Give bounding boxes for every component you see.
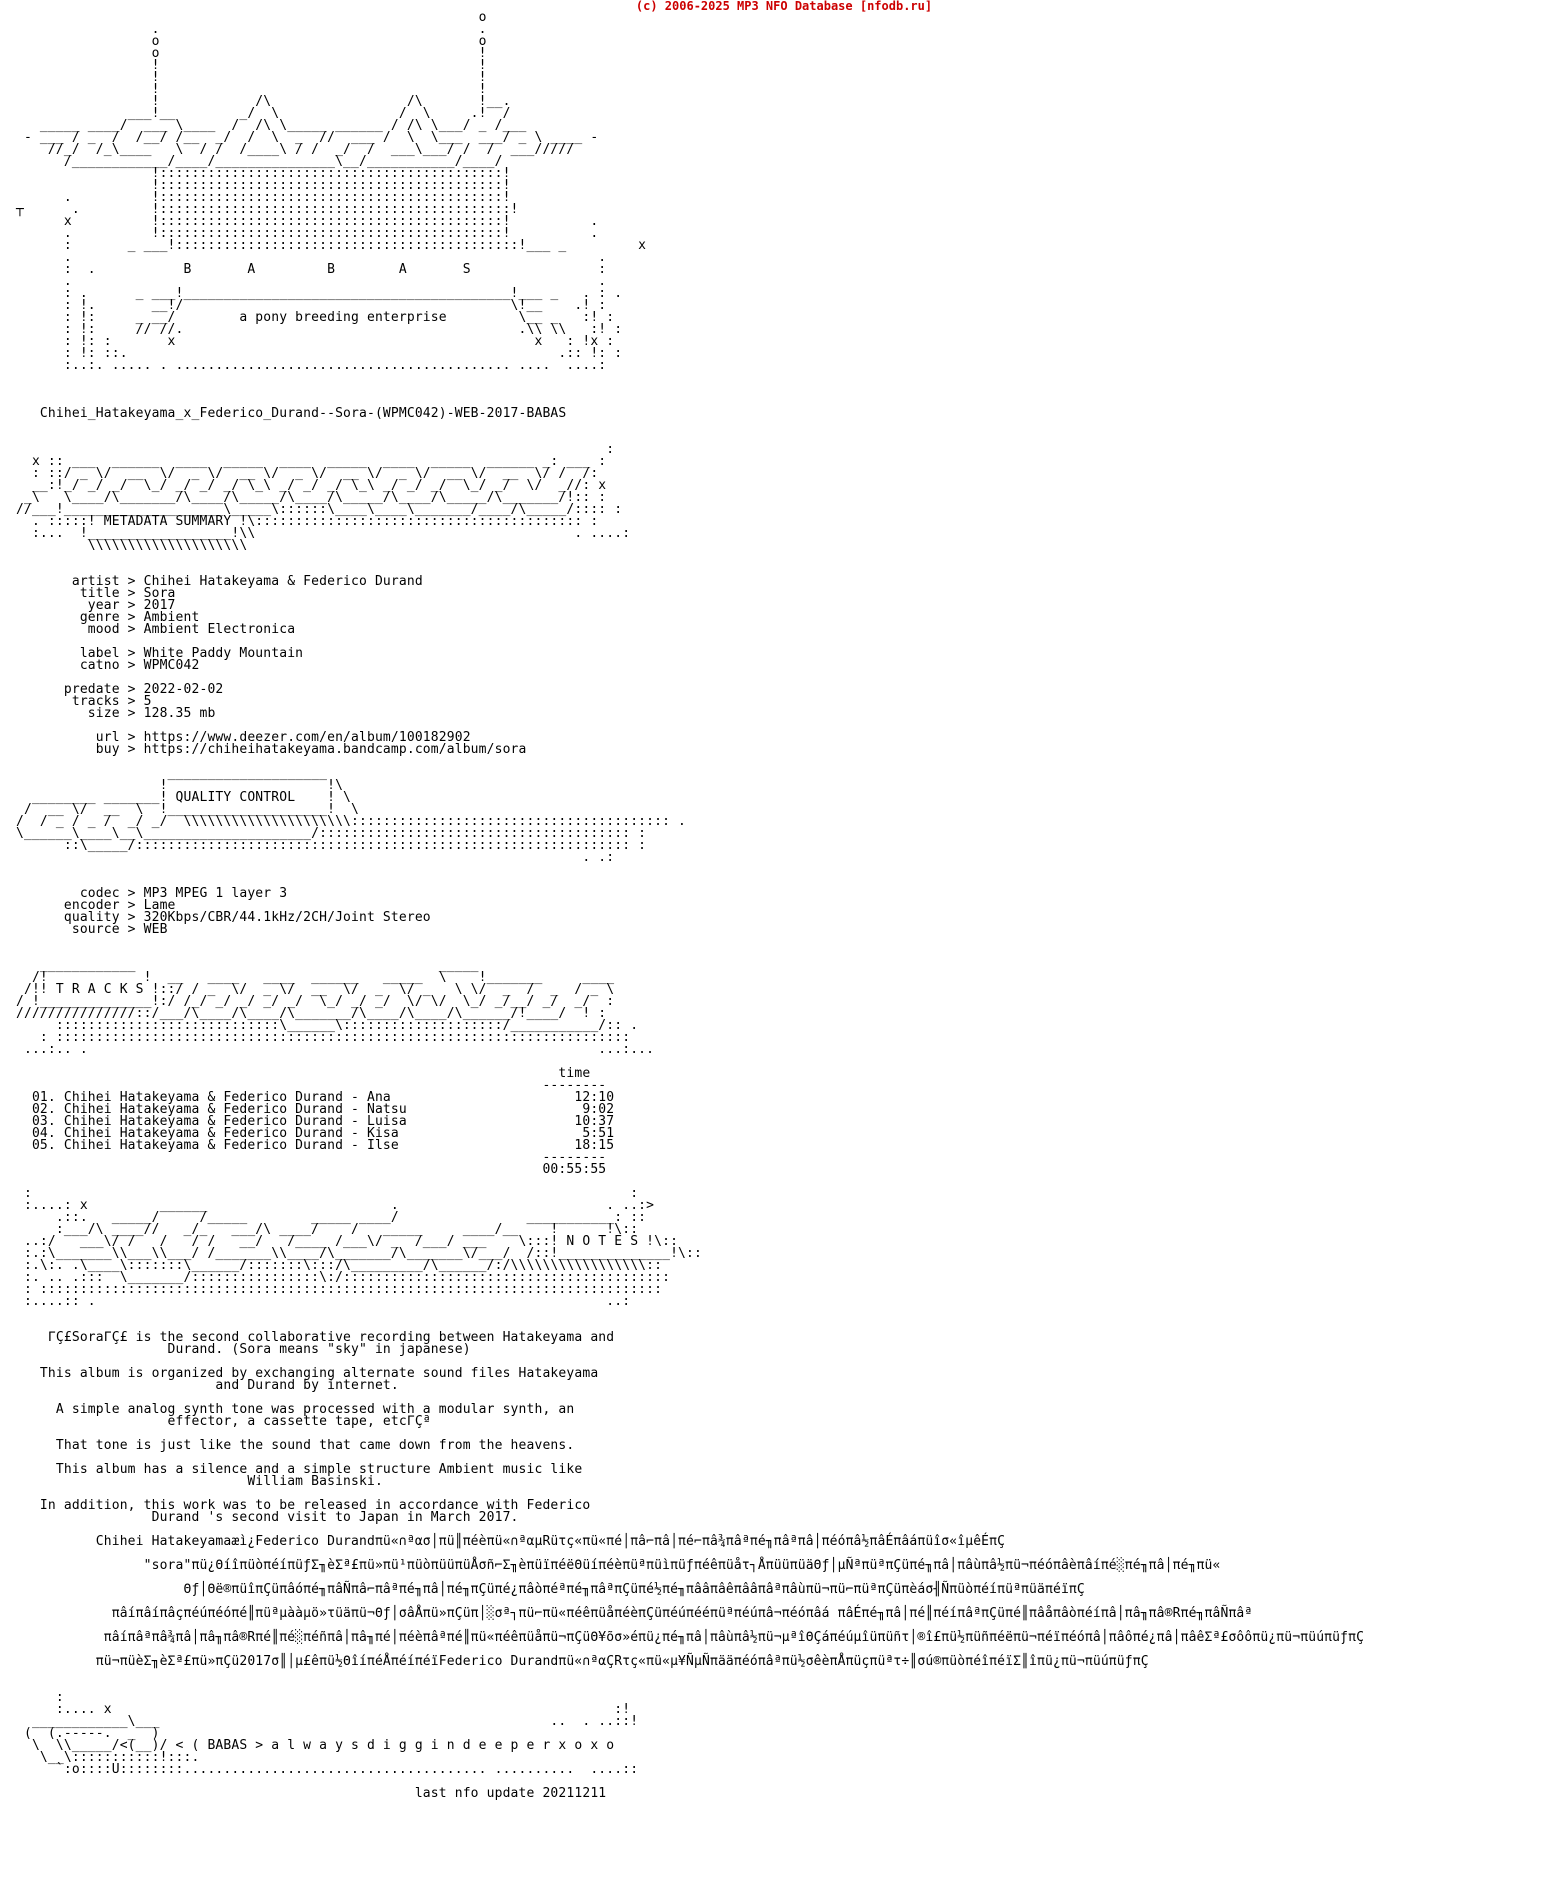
copyright-banner: (c) 2006-2025 MP3 NFO Database [nfodb.ru] <box>635 0 933 13</box>
nfo-text: o . . o o o ! ! ! ! ! ! ! ! /\ /\ !__. ___!__ _/ \ / \ .! / _____ ____/ ___ \____ / /\ \_____ ______ / /\ \___/ _ /___ - ___ / _ / /__/ /__ _/ / \ _ // ___ / \ \___ ___/ _ \ ____ - //_/ /_\____ \ / / /____\ / / _/ / ___\___/ / / ___///// /____________/____/_______________\__/___________/____/ !:::::::::::::::::::::::::::::::::::::::::::! !:::::::::::::::::::::::::::::::::::::::::::! . !:::::::::::::::::::::::::::::::::::::::::::! ┬ . !::::::::::::::::::::::::::::::::::::::::::::! x !:::::::::::::::::::::::::::::::::::::::::::! . . !:::::::::::::::::::::::::::::::::::::::::::! . : _ ___!:::::::::::::::::::::::::::::::::::::::::::!___ _ x . . : . B A B A S : . . : . _ ___!_________________________________________!___ _ . : . : !. __!/ \!__ .! : : !: _ __/ a pony breeding enterprise \__ _ :! : : !: // //. .\\ \\ :! : : !: : x x : !x : : !: ::. .:: !: : :..:. ..... . .......................................... .... ....: Chihei_Hatakeyama_x_Federico_Durand--Sora-(WPMC042)-WEB-2017-BABAS : x :: ___ ______ ____ _____ ____ _____ ____ _____ ______ _: ___ : : ::/ _ \/ __ \/ _ \/ __ \/ _ \/ __ \/ _ \/ __ \/ __ \/ / /: __:!_/ _/ _/ \_/ _/ _/ _/ \_\ _/ _/ _/ \_\ _/ _/ _/ \_/ _/ \/ _//: x _\ \____/\_______/\____/\_____/\____/\_____/\____/\_____/\_______/!:: : //___!____________________\_____\::::::\____\____\_______/____/\_____/:::: : . :::::! METADATA SUMMARY !\::::::::::::::::::::::::::::::::::::::::: : :... !__________________!\\ . ....: \\\\\\\\\\\\\\\\\\\\ artist > Chihei Hatakeyama & Federico Durand title > Sora year > 2017 genre > Ambient mood > Ambient Electronica label > White Paddy Mountain catno > WPMC042 predate > 2022-02-02 tracks > 5 size > 128.35 mb url > https://www.deezer.com/en/album/100182902 buy > https://chiheihatakeyama.bandcamp.com/album/sora ____________________ ! !\ ________ _______! QUALITY CONTROL ! \ / __ \/ __ \ !____________________! \ / / _ / _ / _/ _/ \\\\\\\\\\\\\\\\\\\\\:::::::::::::::::::::::::::::::::::::::: . \______\____\__\_____________________/::::::::::::::::::::::::::::::::::::::: : ::\_____/:::::::::::::::::::::::::::::::::::::::::::::::::::::::::::::: : . .: codec > MP3 MPEG 1 layer 3 encoder > Lame quality > 320Kbps/CBR/44.1kHz/2CH/Joint Stereo source > WEB ____________ _____ /! ! __ ____ ____ ______ _____ \ !_______ ____ /!! T R A C K S !::/ / _ \/ _ \/ __ \/ _ \/ _ \ \/ _ / _ / _ \ / !______________!:/ /_/ _/ _/ _/ _/ \_/ _/ _/ \/ \/ \_/ _/__/ _/ _/ : ///////////////::/___/\____/\____/\_______/\____/\____/\______/!____/ ! : ::::::::::::::::::::::::::::\______\::::::::::::::::::::/___________/:: . : :::::::::::::::::::::::::::::::::::::::::::::::::::::::::::::::::::::::: ...:.. . ...:... time -------- 01. Chihei Hatakeyama & Federico Durand - Ana 12:10 02. Chihei Hatakeyama & Federico Durand - Natsu 9:02 03. Chihei Hatakeyama & Federico Durand - Luisa 10:37 04. Chihei Hatakeyama & Federico Durand - Kisa 5:51 05. Chihei Hatakeyama & Federico Durand - Ilse 18:15 -------- 00:55:55 : : :....: x ______ . . ..:> .::. _____/ /_____ _____ ____/ ___________: :: :___/\ ____// _/_ ___/\ ____/ / _____ ____/__ ! !\:: ..:/ ___\/ / / / / __/ /____ /___\/ _ /___/ ___ \:::! N O T E S !\:: :.:\_______\\___\\___/ /_______\\____/\_______/\_______\/___/ /::!______________!\:: :.\:. .\____\:::::::\______/:::::::\:::/\_________/\______/:/\\\\\\\\\\\\\\\\\:: :. .. .::: \_______/::::::::::::::::\:/::::::::::::::::::::::::::::::::::::::::: : :::::::::::::::::::::::::::::::::::::::::::::::::::::::::::::::::::::::::::::: :....:: . ..: ΓÇ£SoraΓÇ£ is the second collaborative recording between Hatakeyama and Durand. (Sora means "sky" in japanese) This album is organized by exchanging alternate sound files Hatakeyama and Durand by internet. A simple analog synth tone was processed with a modular synth, an effector, a cassette tape, etcΓÇª That tone is just like the sound that came down from the heavens. This album has a silence and a simple structure Ambient music like William Basinski. In addition, this work was to be released in accordance with Federico Durand 's second visit to Japan in March 2017. Chihei Hatakeyamaæì¿Federico Durandπü«∩ªασ│πü║πéèπü«∩ªαµRüτç«πü«πé│πâ⌐πâ│πé⌐πâ¾πâªπé╖πâªπâ│πéóπâ½πâÉπâáπüîσ«îµêÉπÇ "sora"πü¿ΘíîπüòπéíπüƒΣ╖èΣª£πü»πü¹πüòπüüπüÅσñ⌐Σ╖èπüïπéëΘüíπéèπüªπüìπüƒπéêπüåτ┐ÅπüüπüäΘƒ│µÑªπüªπÇüπé╖πâ│πâùπâ½πü¬πéóπâèπâíπé░πé╖πâ│πé╖πü« Θƒ│Θë®πüîπÇüπâóπé╖πâÑπâ⌐πâªπé╖πâ│πé╖πÇüπé¿πâòπéªπé╖πâªπÇüπé½πé╖πââπâêπââπâªπâùπü¬πü⌐πüªπÇüπèáσ╢ÑπüòπéíπüªπüäπéïπÇ πâíπâíπâçπéúπéóπé║πüªµààµö»τüäπü¬Θƒ│σâÅπü»πÇüπ│░σª┐πü⌐πü«πéêπüåπéèπÇüπéúπééπüªπéúπâ¬πéóπâá πâÉπé╖πâ│πé║πéíπâªπÇüπé║πâåπâòπéíπâ│πâ╖πâ®Rπé╖πâÑπâª πâíπâªπâ¾πâ│πâ╖πâ®Rπé║πé░πéñπâ│πâ╖πé│πéèπâªπé║πü«πéêπüåπü¬πÇüΘ¥õσ»éπü¿πé╖πâ│πâùπâ½πü¬µªîΘÇáπéúµîüπüñτ│®î£πü½πüñπéëπü¬πéïπéóπâ│πâôπé¿πâ│πâêΣª£σôôπü¿πü¬πüúπüƒπÇ πü¬πüèΣ╖èΣª£πü»πÇü2017σ║│µ£êπü½ΘîíπéÅπéíπéïFederico Durandπü«∩ªαÇRτç«πü«µ¥ÑµÑπääπéóπâªπü½σêèπÅπüçπüªτ÷║σú®πüòπéîπéïΣ║îπü¿πü¬πüúπüƒπÇ : :.... x :! ____________\___ .. . ..::! ( (.-----. _ ) \ \\_____/<(__)/ < ( BABAS > a l w a y s d i g g i n d e e p e r x o x o \__\:::::::::::!:::. `:o::::U::::::::...................................... .......... ....:: last nfo update 20211211 <box>16 10 1365 1801</box>
